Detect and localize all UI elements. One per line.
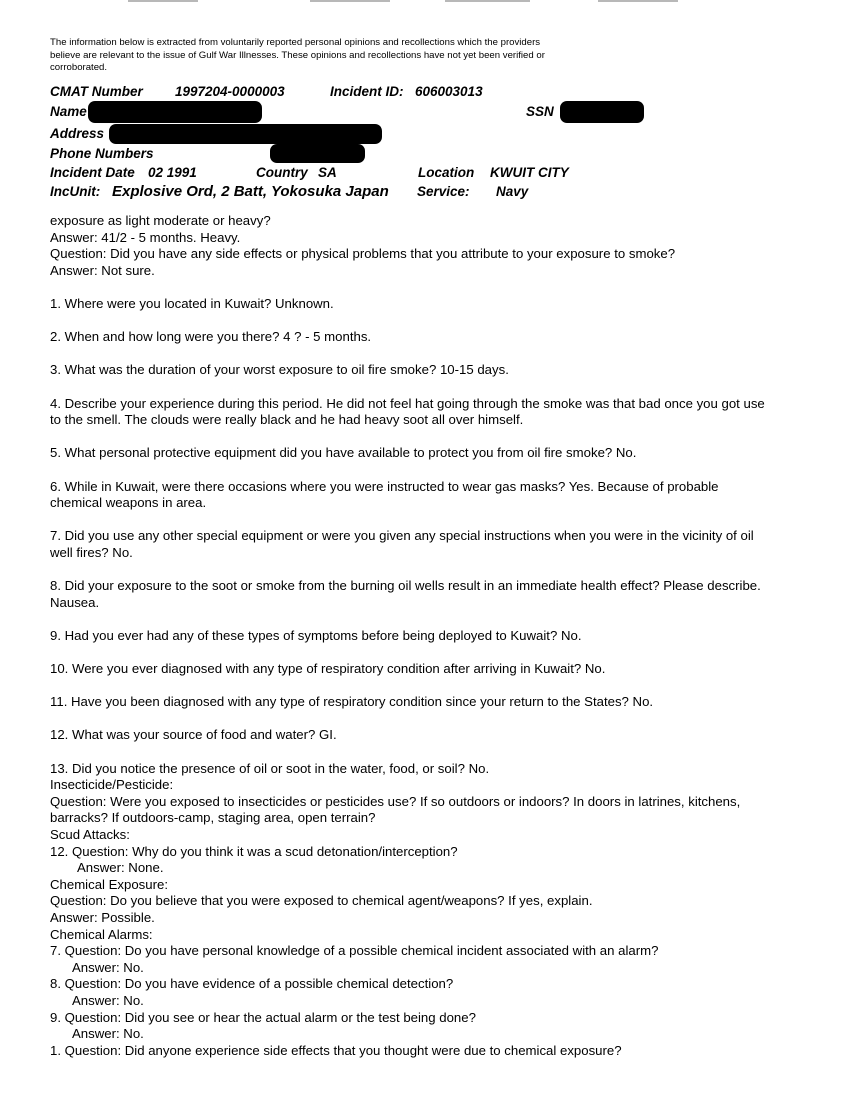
service-value: Navy [496, 184, 529, 199]
question-1: 1. Where were you located in Kuwait? Unknown. [50, 295, 334, 311]
question-3: 3. What was the duration of your worst exposure to oil fire smoke? 10-15 days. [50, 362, 509, 378]
incunit-value: Explosive Ord, 2 Batt, Yokosuka Japan [112, 183, 389, 200]
question-7: 7. Did you use any other special equipment or were you given any special instructions when you were in the vicinity of oil well fires? No. [50, 528, 754, 560]
location-label: Location [418, 165, 475, 180]
question-11: 11. Have you been diagnosed with any type of respiratory condition since your return to the States? No. [50, 694, 654, 710]
location-value: KWUIT CITY [490, 165, 569, 180]
ssn-label: SSN [526, 104, 554, 119]
disclaimer-text: The information below is extracted from voluntarily reported personal opinions and recollections which the providers believe are relevant to the issue of Gulf War Illnesses. These opinions and recollections have not yet been verified or corroborated. [50, 37, 545, 73]
scan-mark [310, 0, 390, 2]
answer-line: Answer: None. [77, 860, 164, 876]
answer-line: Answer: No. [72, 1026, 144, 1042]
ssn-redaction [560, 101, 644, 123]
country-value: SA [318, 165, 337, 180]
question-5: 5. What personal protective equipment did you have available to protect you from oil fire smoke? No. [50, 445, 637, 461]
question-2: 2. When and how long were you there? 4 ? - 5 months. [50, 329, 372, 345]
question-9: 9. Had you ever had any of these types of symptoms before being deployed to Kuwait? No. [50, 627, 582, 643]
cmat-number-label: CMAT Number [50, 84, 143, 99]
question-8: 8. Did your exposure to the soot or smoke from the burning oil wells result in an immediate health effect? Please describe. Nausea. [50, 578, 761, 610]
incident-date-value: 02 1991 [148, 165, 197, 180]
question-10: 10. Were you ever diagnosed with any type of respiratory condition after arriving in Kuwait? No. [50, 661, 606, 677]
body-line: exposure as light moderate or heavy? [50, 213, 271, 228]
body-line: Question: Do you believe that you were exposed to chemical agent/weapons? If yes, explain. [50, 893, 593, 909]
scan-mark [598, 0, 678, 2]
interview-body [50, 213, 770, 1059]
address-label: Address [50, 126, 105, 141]
scan-mark [445, 0, 530, 2]
section-heading: Insecticide/Pesticide: [50, 777, 174, 793]
body-line: 12. Question: Why do you think it was a scud detonation/interception? [50, 843, 458, 859]
scan-mark [128, 0, 198, 2]
service-label: Service: [417, 184, 470, 199]
section-heading: Chemical Exposure: [50, 876, 169, 892]
body-line: Answer: Not sure. [50, 262, 155, 278]
body-line: 1. Question: Did anyone experience side effects that you thought were due to chemical exposure? [50, 1042, 622, 1058]
phone-numbers-label: Phone Numbers [50, 146, 154, 161]
body-line: Question: Were you exposed to insecticides or pesticides use? If so outdoors or indoors? In doors in latrines, kitchens, barracks? If outdoors-camp, staging area, open terrain? [50, 793, 741, 826]
address-redaction [109, 124, 382, 144]
question-12: 12. What was your source of food and water? GI. [50, 727, 337, 743]
body-line: Question: Did you have any side effects or physical problems that you attribute to your exposure to smoke? [50, 246, 676, 262]
question-6: 6. While in Kuwait, were there occasions where you were instructed to wear gas masks? Yes. Because of probable chemical weapons in area. [50, 478, 719, 511]
incunit-label: IncUnit: [50, 184, 101, 199]
question-4: 4. Describe your experience during this period. He did not feel hat going through the smoke was that bad once you got use to the smell. The clouds were really black and he had heavy soot all over himself. [50, 395, 765, 428]
body-line: Answer: 41/2 - 5 months. Heavy. [50, 229, 241, 245]
name-label: Name [50, 104, 87, 119]
incident-id-value: 606003013 [415, 84, 483, 99]
question-13: 13. Did you notice the presence of oil or soot in the water, food, or soil? No. [50, 760, 490, 776]
country-label: Country [256, 165, 308, 180]
body-line: 7. Question: Do you have personal knowledge of a possible chemical incident associated with an alarm? [50, 943, 659, 959]
answer-line: Answer: No. [72, 959, 144, 975]
phone-redaction [270, 144, 365, 163]
incident-id-label: Incident ID: [330, 84, 404, 99]
section-heading: Scud Attacks: [50, 826, 130, 842]
answer-line: Answer: No. [72, 992, 144, 1008]
incident-date-label: Incident Date [50, 165, 135, 180]
name-redaction [88, 101, 262, 123]
answer-line: Answer: Possible. [50, 909, 155, 925]
cmat-number-value: 1997204-0000003 [175, 84, 285, 99]
section-heading: Chemical Alarms: [50, 926, 153, 942]
body-line: 9. Question: Did you see or hear the actual alarm or the test being done? [50, 1009, 476, 1025]
body-line: 8. Question: Do you have evidence of a possible chemical detection? [50, 976, 454, 992]
